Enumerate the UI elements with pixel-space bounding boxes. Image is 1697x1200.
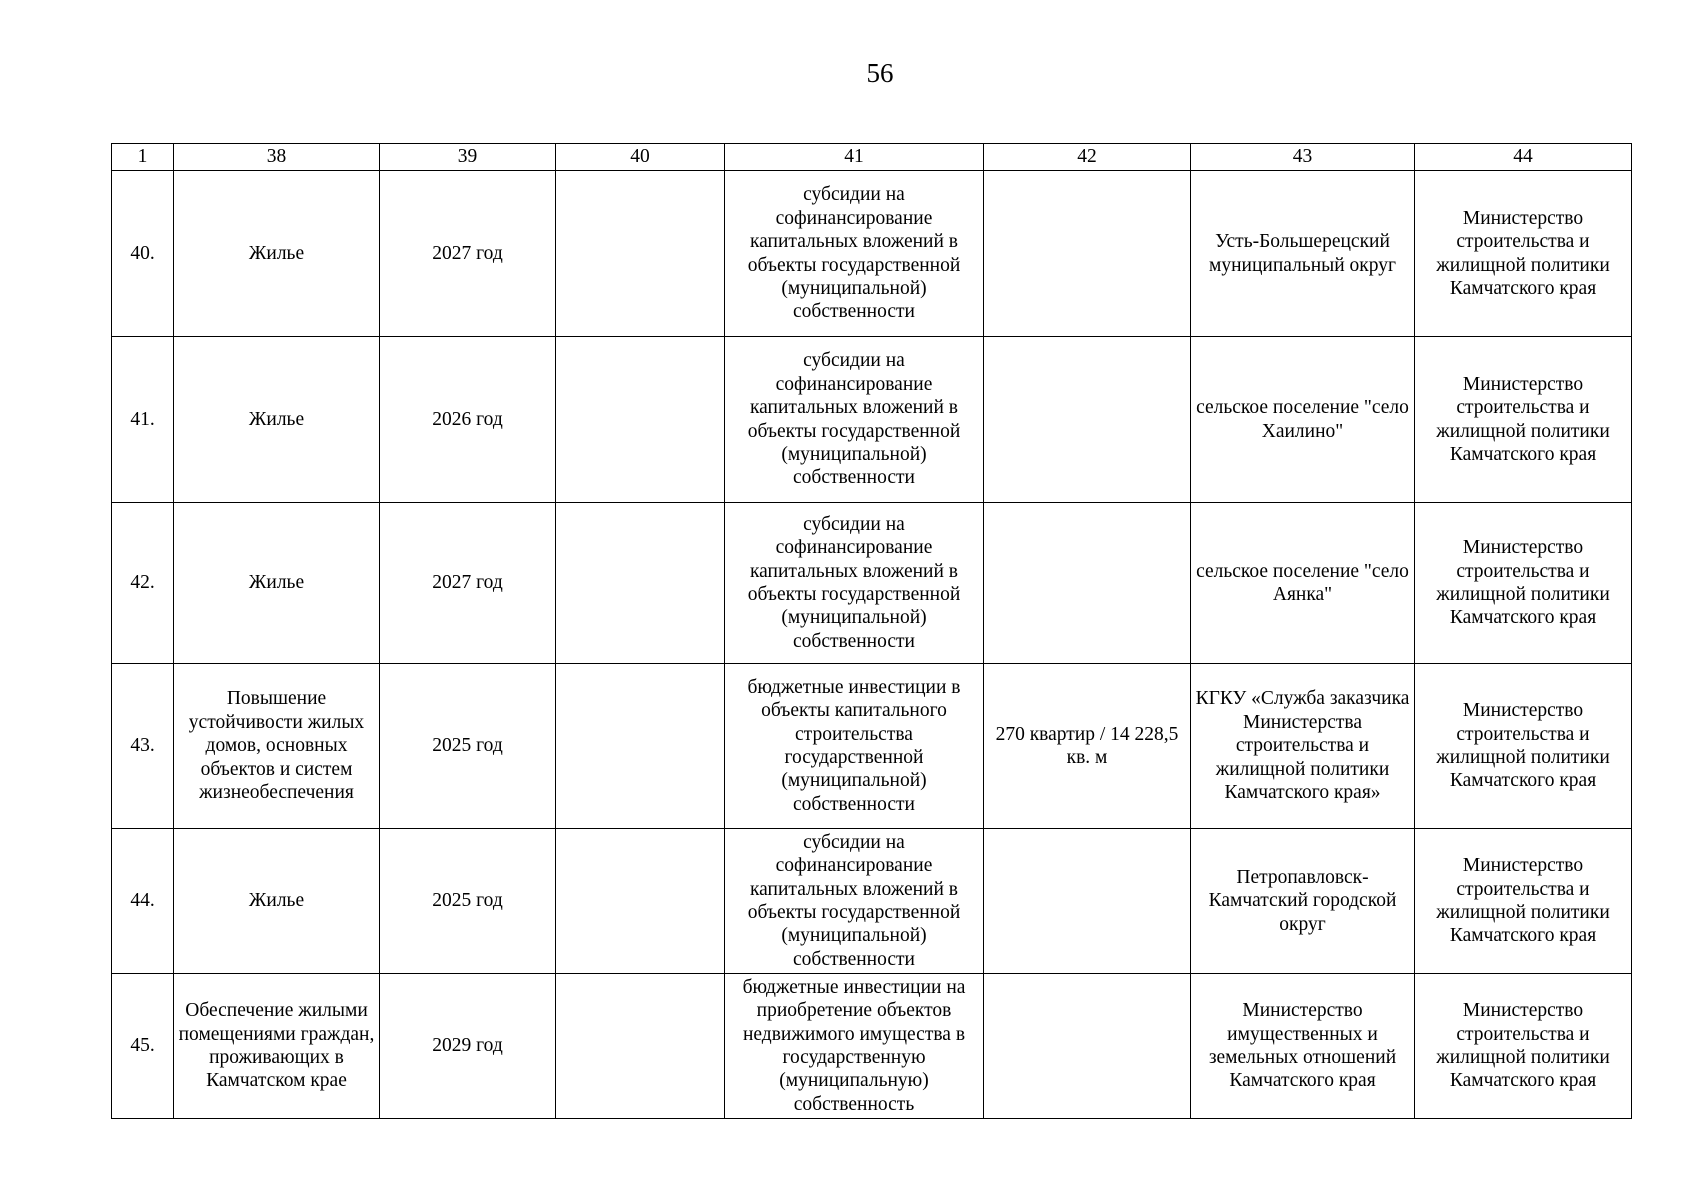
table-row	[112, 337, 1632, 503]
table-row	[112, 974, 1632, 1119]
column-40-value	[556, 974, 725, 1119]
column-header: 39	[380, 144, 556, 171]
responsible-body: Министерство строительства и жилищной политики Камчатского края	[1415, 829, 1632, 974]
column-header: 1	[112, 144, 174, 171]
object-name: Повышение устойчивости жилых домов, основных объектов и систем жизнеобеспечения	[174, 664, 380, 829]
column-40-value	[556, 171, 725, 337]
page-number: 56	[866, 58, 894, 88]
funding-type: субсидии на софинансирование капитальных вложений в объекты государственной (муниципальной) собственности	[725, 503, 984, 664]
object-name: Жилье	[174, 829, 380, 974]
recipient: Петропавловск-Камчатский городской округ	[1191, 829, 1415, 974]
capacity	[984, 337, 1191, 503]
row-number: 44.	[112, 829, 174, 974]
funding-type: субсидии на софинансирование капитальных вложений в объекты государственной (муниципальной) собственности	[725, 337, 984, 503]
object-name: Жилье	[174, 171, 380, 337]
funding-type: субсидии на софинансирование капитальных вложений в объекты государственной (муниципальной) собственности	[725, 171, 984, 337]
capacity	[984, 829, 1191, 974]
row-number: 45.	[112, 974, 174, 1119]
row-number: 41.	[112, 337, 174, 503]
funding-type: бюджетные инвестиции в объекты капитального строительства государственной (муниципальной) собственности	[725, 664, 984, 829]
column-header: 41	[725, 144, 984, 171]
row-number: 43.	[112, 664, 174, 829]
table-row	[112, 171, 1632, 337]
capacity	[984, 171, 1191, 337]
recipient: сельское поселение "село Аянка"	[1191, 503, 1415, 664]
recipient: сельское поселение "село Хаилино"	[1191, 337, 1415, 503]
capacity: 270 квартир / 14 228,5 кв. м	[984, 664, 1191, 829]
responsible-body: Министерство строительства и жилищной политики Камчатского края	[1415, 171, 1632, 337]
capacity	[984, 503, 1191, 664]
object-name: Жилье	[174, 337, 380, 503]
column-40-value	[556, 337, 725, 503]
table-row	[112, 829, 1632, 974]
recipient: Усть-Большерецский муниципальный округ	[1191, 171, 1415, 337]
recipient: Министерство имущественных и земельных отношений Камчатского края	[1191, 974, 1415, 1119]
column-header: 42	[984, 144, 1191, 171]
responsible-body: Министерство строительства и жилищной политики Камчатского края	[1415, 337, 1632, 503]
year: 2025 год	[380, 829, 556, 974]
capacity	[984, 974, 1191, 1119]
table-row	[112, 664, 1632, 829]
recipient: КГКУ «Служба заказчика Министерства строительства и жилищной политики Камчатского края»	[1191, 664, 1415, 829]
year: 2027 год	[380, 503, 556, 664]
responsible-body: Министерство строительства и жилищной политики Камчатского края	[1415, 974, 1632, 1119]
column-header: 40	[556, 144, 725, 171]
table-row	[112, 503, 1632, 664]
table-header-row	[112, 144, 1632, 171]
column-header: 43	[1191, 144, 1415, 171]
object-name: Жилье	[174, 503, 380, 664]
column-header: 38	[174, 144, 380, 171]
year: 2026 год	[380, 337, 556, 503]
responsible-body: Министерство строительства и жилищной политики Камчатского края	[1415, 664, 1632, 829]
row-number: 40.	[112, 171, 174, 337]
column-40-value	[556, 829, 725, 974]
year: 2025 год	[380, 664, 556, 829]
investment-table	[111, 143, 1632, 1119]
column-header: 44	[1415, 144, 1632, 171]
funding-type: субсидии на софинансирование капитальных вложений в объекты государственной (муниципальной) собственности	[725, 829, 984, 974]
row-number: 42.	[112, 503, 174, 664]
year: 2027 год	[380, 171, 556, 337]
object-name: Обеспечение жилыми помещениями граждан, проживающих в Камчатском крае	[174, 974, 380, 1119]
responsible-body: Министерство строительства и жилищной политики Камчатского края	[1415, 503, 1632, 664]
column-40-value	[556, 503, 725, 664]
column-40-value	[556, 664, 725, 829]
funding-type: бюджетные инвестиции на приобретение объектов недвижимого имущества в государственную (муниципальную) собственность	[725, 974, 984, 1119]
year: 2029 год	[380, 974, 556, 1119]
